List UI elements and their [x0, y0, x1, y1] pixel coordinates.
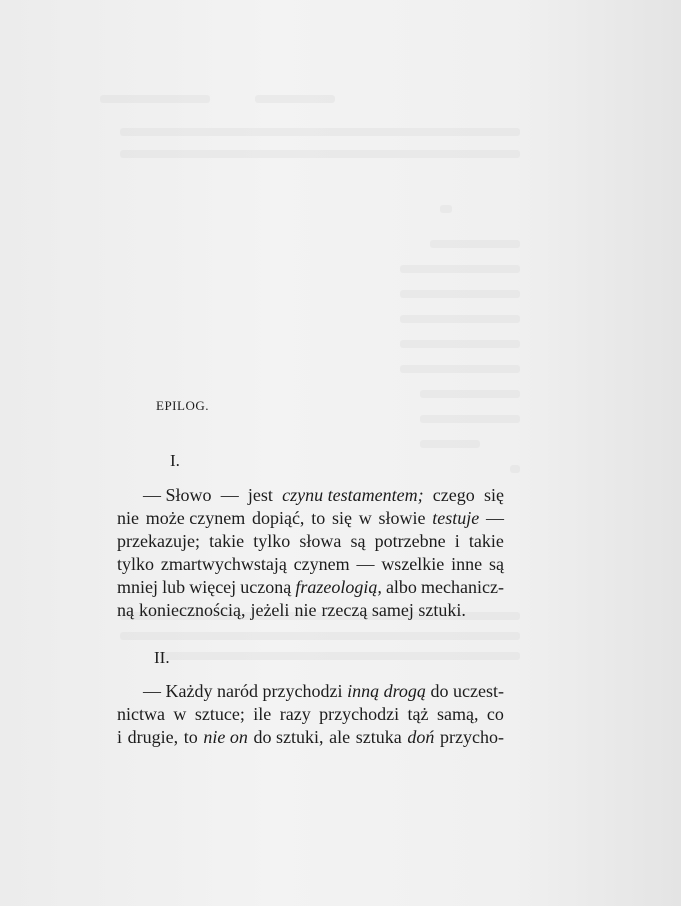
- text: przychodzi: [319, 704, 400, 724]
- text: koniecznością,: [139, 600, 246, 620]
- text: czynem: [293, 554, 350, 574]
- section-numeral: II.: [154, 648, 170, 667]
- text: — Słowo: [143, 485, 212, 505]
- text: —: [356, 554, 375, 574]
- paragraph: [117, 680, 504, 749]
- text: może czynem: [145, 508, 246, 528]
- text-line: [117, 484, 504, 507]
- text: uczest-: [453, 681, 504, 701]
- text: więcej: [189, 577, 237, 597]
- text: drugie,: [127, 727, 179, 747]
- italic-text: frazeologią,: [295, 577, 382, 597]
- text: ną: [117, 600, 134, 620]
- italic-text: testuje: [432, 508, 480, 528]
- text: do: [430, 681, 449, 701]
- text: jest: [247, 485, 273, 505]
- text: uczoną: [240, 577, 292, 597]
- chapter-heading: EPILOG.: [156, 398, 209, 413]
- text: — Każdy: [143, 681, 213, 701]
- text: to: [183, 727, 198, 747]
- text: słowa: [299, 531, 342, 551]
- text-line: [117, 507, 504, 530]
- text-line: [117, 680, 504, 703]
- text: rzeczą samej sztuki.: [321, 600, 466, 620]
- text: do sztuki,: [253, 727, 324, 747]
- text: tylko: [253, 531, 291, 551]
- text: przekazuje;: [117, 531, 200, 551]
- italic-text: nie on: [203, 727, 248, 747]
- text: dopiąć,: [251, 508, 305, 528]
- text: lub: [162, 577, 186, 597]
- text: —: [220, 485, 239, 505]
- text: w: [358, 508, 372, 528]
- text: tylko: [117, 554, 155, 574]
- text: i: [117, 727, 123, 747]
- paragraph: [117, 484, 504, 622]
- text: naród przychodzi: [217, 681, 343, 701]
- text: razy: [279, 704, 311, 724]
- text: takie: [209, 531, 245, 551]
- italic-text: inną drogą: [347, 681, 426, 701]
- text: nie: [117, 508, 139, 528]
- text: ale: [329, 727, 351, 747]
- text: mniej: [117, 577, 158, 597]
- text: tąż: [407, 704, 429, 724]
- text: ile: [253, 704, 272, 724]
- text-line: [117, 553, 504, 576]
- text: inne: [451, 554, 483, 574]
- section-numeral: I.: [170, 451, 180, 470]
- text: co: [486, 704, 504, 724]
- text-line: [117, 599, 504, 622]
- text: jeżeli: [250, 600, 290, 620]
- text: nie: [294, 600, 317, 620]
- text: są: [350, 531, 366, 551]
- text: potrzebne: [374, 531, 446, 551]
- text: albo: [385, 577, 417, 597]
- text: się: [331, 508, 352, 528]
- text: takie: [468, 531, 504, 551]
- text-line: [117, 703, 504, 726]
- text: słowie: [378, 508, 426, 528]
- text-line: [117, 530, 504, 553]
- text: sztuce;: [194, 704, 245, 724]
- text: przycho-: [439, 727, 504, 747]
- text: są: [488, 554, 504, 574]
- text-line: [117, 726, 504, 749]
- italic-text: doń: [407, 727, 435, 747]
- text: samą,: [436, 704, 479, 724]
- text: nictwa: [117, 704, 165, 724]
- text: się: [483, 485, 504, 505]
- italic-text: czynu testamentem;: [282, 485, 424, 505]
- text: w: [173, 704, 187, 724]
- text: to: [311, 508, 326, 528]
- text: czego: [432, 485, 475, 505]
- text: sztuka: [355, 727, 402, 747]
- text: i: [454, 531, 460, 551]
- text: mechanicz-: [421, 577, 504, 597]
- text: wszelkie: [381, 554, 445, 574]
- text: zmartwychwstają: [160, 554, 287, 574]
- text-line: [117, 576, 504, 599]
- text: —: [485, 508, 504, 528]
